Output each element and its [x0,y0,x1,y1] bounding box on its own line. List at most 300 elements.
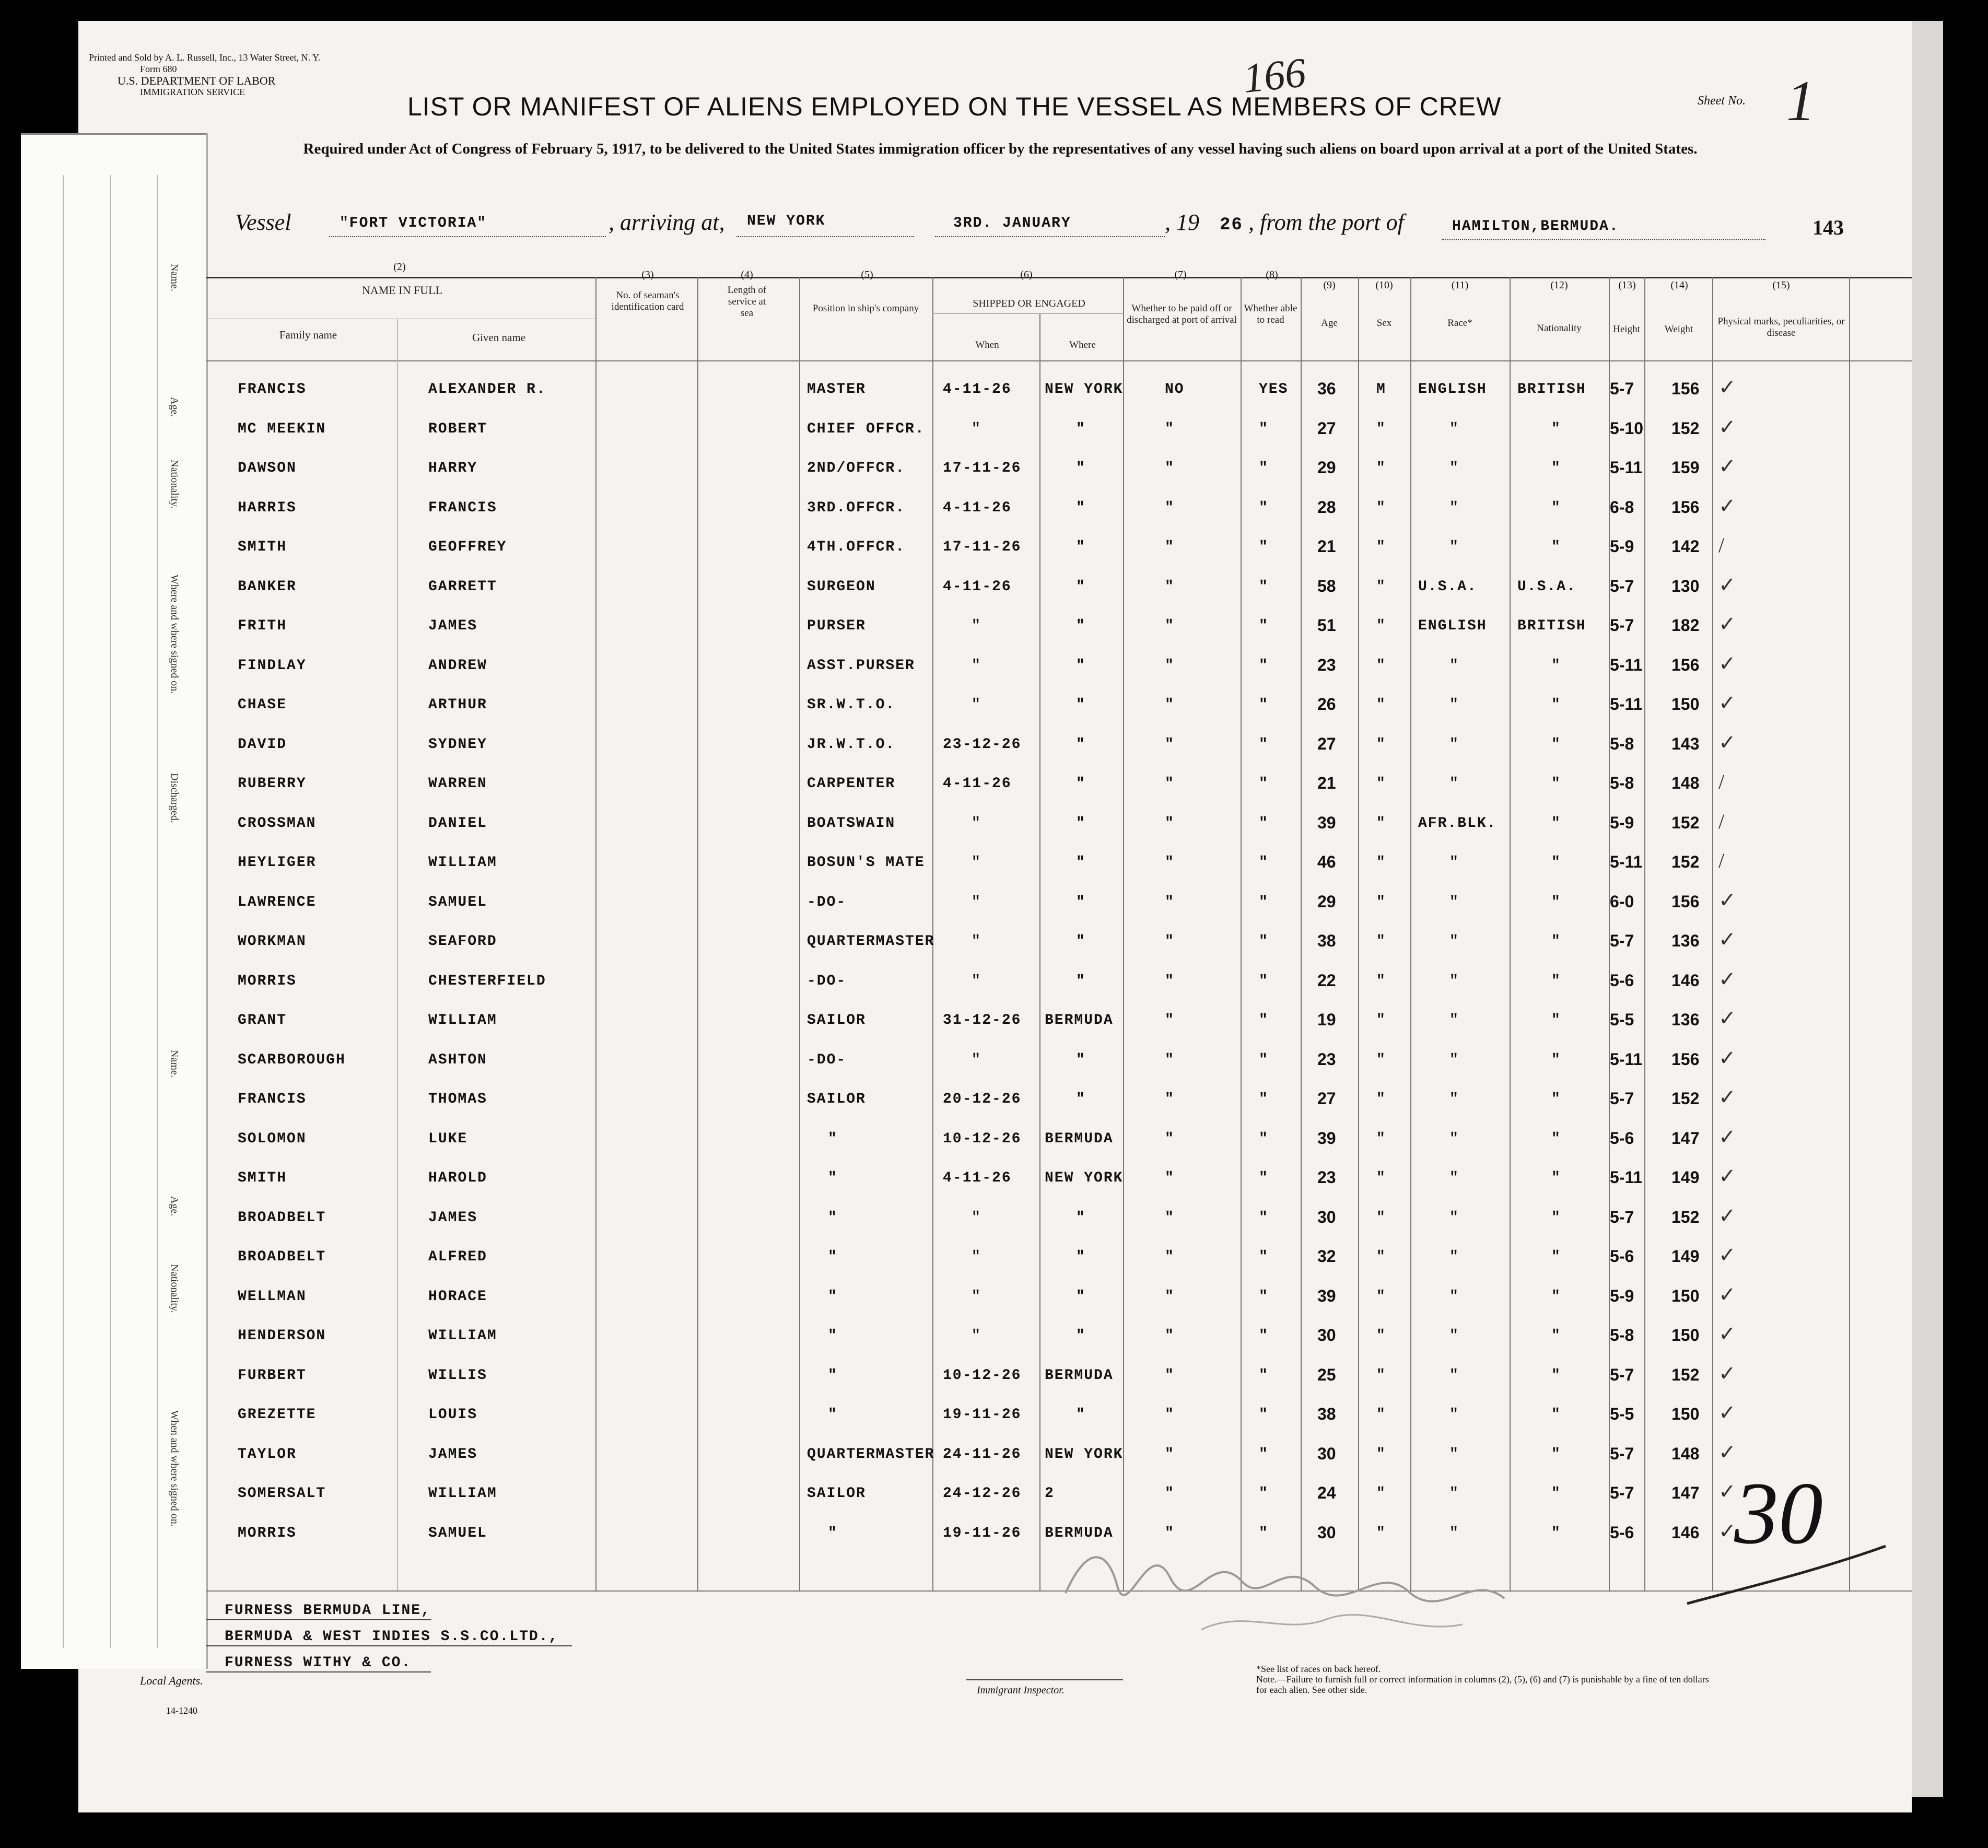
header-age: Age [1321,318,1338,329]
position-cell: SAILOR [807,1012,866,1028]
weight-cell: 152 [1671,1207,1700,1226]
paid-off-cell: " [1165,1407,1175,1423]
family-name-cell: SOMERSALT [238,1486,326,1502]
sex-cell: " [1376,539,1386,555]
given-name-cell: LOUIS [428,1407,478,1423]
family-name-cell: SMITH [238,539,287,555]
race-cell: " [1449,894,1459,910]
age-cell: 30 [1317,1444,1336,1463]
given-name-cell: GARRETT [428,578,497,595]
race-cell: " [1449,855,1459,871]
shipped-where-cell: " [1076,697,1086,713]
able-read-cell: " [1259,1288,1269,1305]
paid-off-cell: " [1165,973,1175,989]
shipped-when-cell: 19-11-26 [943,1525,1022,1541]
weight-cell: 147 [1671,1483,1700,1502]
race-cell: ENGLISH [1418,618,1487,634]
nationality-cell: " [1551,697,1561,713]
race-cell: " [1449,460,1459,476]
nationality-cell: " [1551,855,1561,871]
height-cell: 5-7 [1610,931,1634,950]
from-label: , from the port of [1248,209,1404,235]
race-cell: " [1449,1407,1459,1423]
height-cell: 5-7 [1610,616,1634,635]
weight-cell: 152 [1671,1365,1700,1384]
nationality-cell: " [1551,1288,1561,1305]
race-cell: " [1449,1367,1459,1384]
family-name-cell: HEYLIGER [238,855,317,871]
able-read-cell: " [1259,697,1269,713]
age-cell: 23 [1317,1049,1336,1069]
age-cell: 29 [1317,458,1336,477]
vessel-name: "FORT VICTORIA" [340,215,487,231]
sex-cell: " [1376,578,1386,595]
age-cell: 58 [1317,576,1336,595]
arrival-date: 3RD. JANUARY [953,215,1071,231]
race-cell: " [1449,1446,1459,1463]
weight-cell: 156 [1671,655,1700,674]
position-cell: 2ND/OFFCR. [807,460,906,476]
shipped-where-cell: BERMUDA [1045,1012,1114,1028]
sex-cell: " [1376,1367,1386,1384]
age-cell: 39 [1317,1128,1336,1148]
shipped-where-cell: " [1076,618,1086,634]
physical-mark-tick: ✓ [1718,376,1736,399]
given-name-cell: ANDREW [428,657,487,674]
physical-mark-tick: ✓ [1718,1125,1736,1149]
nationality-cell: " [1551,1486,1561,1502]
able-read-cell: " [1259,1328,1269,1344]
race-cell: " [1449,1051,1459,1068]
race-cell: U.S.A. [1418,578,1477,595]
shipped-where-cell: " [1076,855,1086,871]
family-name-cell: GRANT [238,1012,287,1028]
shipped-when-cell: 4-11-26 [943,776,1012,792]
nationality-cell: " [1551,894,1561,910]
height-cell: 5-7 [1610,576,1634,595]
physical-mark-tick: ✓ [1718,494,1736,518]
given-name-cell: FRANCIS [428,499,497,516]
physical-mark-tick: ✓ [1718,928,1736,951]
sex-cell: " [1376,1249,1386,1265]
family-name-cell: BROADBELT [238,1209,326,1226]
age-cell: 19 [1317,1010,1336,1029]
physical-mark-tick: ✓ [1718,1519,1736,1543]
age-cell: 32 [1317,1247,1336,1266]
height-cell: 5-7 [1610,1444,1634,1463]
race-cell: ENGLISH [1418,381,1487,397]
from-port: HAMILTON,BERMUDA. [1452,218,1619,235]
physical-mark-tick: ✓ [1718,612,1736,636]
position-cell: -DO- [807,894,847,910]
position-cell: -DO- [807,973,847,989]
form-number: Form 680 [140,64,177,74]
paid-off-cell: " [1165,460,1175,476]
family-name-cell: HARRIS [238,499,297,516]
sex-cell: M [1376,381,1386,397]
position-cell: SURGEON [807,578,876,595]
paid-off-cell: " [1165,815,1175,832]
height-cell: 5-6 [1610,1247,1634,1266]
age-cell: 29 [1317,892,1336,911]
paid-off-cell: " [1165,697,1175,713]
given-name-cell: HARRY [428,460,478,476]
shipped-when-cell: " [972,697,981,713]
position-cell: " [828,1209,838,1226]
handwritten-total: 30 [1734,1464,1823,1562]
header-length-service: Length of service at sea [727,285,767,319]
weight-cell: 136 [1671,1010,1700,1029]
sex-cell: " [1376,815,1386,832]
family-name-cell: FRANCIS [238,381,307,397]
height-cell: 5-6 [1610,1523,1634,1542]
sheet-edge [1912,21,1943,1797]
given-name-cell: ASHTON [428,1051,487,1068]
given-name-cell: SAMUEL [428,1525,487,1541]
able-read-cell: " [1259,815,1269,832]
nationality-cell: " [1551,420,1561,437]
position-cell: -DO- [807,1051,847,1068]
paid-off-cell: " [1165,736,1175,753]
race-cell: " [1449,1328,1459,1344]
header-sex: Sex [1376,318,1392,329]
header-physical-marks: Physical marks, peculiarities, or disease [1717,316,1845,338]
paid-off-cell: " [1165,776,1175,792]
header-shipped-engaged: SHIPPED OR ENGAGED [973,298,1085,309]
shipped-where-cell: NEW YORK [1045,1446,1124,1463]
paid-off-cell: " [1165,1130,1175,1147]
nationality-cell: " [1551,1367,1561,1384]
colnum-5: (5) [861,269,873,280]
shipped-where-cell: " [1076,1249,1086,1265]
shipped-when-cell: " [972,420,981,437]
age-cell: 36 [1317,379,1336,398]
sex-cell: " [1376,1209,1386,1226]
vessel-line [225,209,1904,245]
strip-label-nationality: Nationality. [169,460,180,509]
height-cell: 5-9 [1610,537,1634,556]
nationality-cell: " [1551,1130,1561,1147]
given-name-cell: JAMES [428,618,478,634]
physical-mark-tick: / [1718,849,1725,872]
physical-mark-tick: ✓ [1718,651,1736,675]
family-name-cell: GREZETTE [238,1407,317,1423]
position-cell: " [828,1367,838,1384]
shipped-when-cell: 20-12-26 [943,1091,1022,1107]
paid-off-cell: " [1165,1525,1175,1541]
weight-cell: 152 [1671,852,1700,871]
shipped-where-cell: " [1076,933,1086,950]
agent-line-3: FURNESS WITHY & CO. [225,1655,412,1671]
able-read-cell: " [1259,736,1269,753]
arriving-label: , arriving at, [609,209,725,235]
page-subtitle: Required under Act of Congress of February 5, 1917, to be delivered to the United States immigration officer by the representatives of any vessel having such aliens on board upon arrival at a port of the United States. [303,141,1698,157]
height-cell: 5-9 [1610,813,1634,832]
physical-mark-tick: / [1718,770,1725,793]
weight-cell: 150 [1671,1326,1700,1344]
page-title: LIST OR MANIFEST OF ALIENS EMPLOYED ON THE VESSEL AS MEMBERS OF CREW [407,92,1502,121]
position-cell: SAILOR [807,1091,866,1107]
agent-line-1: FURNESS BERMUDA LINE, [225,1603,431,1619]
shipped-where-cell: NEW YORK [1045,381,1124,397]
shipped-where-cell: " [1076,1091,1086,1107]
family-name-cell: FRITH [238,618,287,634]
nationality-cell: " [1551,973,1561,989]
nationality-cell: " [1551,933,1561,950]
sex-cell: " [1376,1051,1386,1068]
family-name-cell: SMITH [238,1170,287,1186]
shipped-where-cell: " [1076,1328,1086,1344]
race-cell: " [1449,1486,1459,1502]
paid-off-cell: " [1165,1249,1175,1265]
shipped-when-cell: 10-12-26 [943,1367,1022,1384]
height-cell: 5-6 [1610,970,1634,990]
shipped-when-cell: 4-11-26 [943,499,1012,516]
height-cell: 5-9 [1610,1286,1634,1305]
age-cell: 22 [1317,970,1336,990]
able-read-cell: " [1259,1130,1269,1147]
race-cell: " [1449,1012,1459,1028]
family-name-cell: HENDERSON [238,1328,326,1344]
race-cell: " [1449,697,1459,713]
sex-cell: " [1376,1525,1386,1541]
sex-cell: " [1376,460,1386,476]
family-name-cell: DAWSON [238,460,297,476]
race-cell: " [1449,1288,1459,1305]
sex-cell: " [1376,973,1386,989]
able-read-cell: " [1259,1407,1269,1423]
sex-cell: " [1376,894,1386,910]
sheet-label: Sheet No. [1698,94,1746,108]
header-height: Height [1613,324,1640,335]
age-cell: 21 [1317,537,1336,556]
race-cell: " [1449,1130,1459,1147]
sex-cell: " [1376,420,1386,437]
position-cell: " [828,1249,838,1265]
able-read-cell: " [1259,539,1269,555]
family-name-cell: DAVID [238,736,287,753]
age-cell: 39 [1317,813,1336,832]
physical-mark-tick: ✓ [1718,1046,1736,1070]
able-read-cell: " [1259,1249,1269,1265]
shipped-where-cell: " [1076,460,1086,476]
able-read-cell: YES [1259,381,1289,397]
family-name-cell: MORRIS [238,973,297,989]
shipped-where-cell: " [1076,578,1086,595]
position-cell: BOATSWAIN [807,815,896,832]
paid-off-cell: " [1165,1170,1175,1186]
header-where: Where [1069,340,1096,350]
sex-cell: " [1376,1486,1386,1502]
given-name-cell: ARTHUR [428,697,487,713]
sheet-number: 1 [1786,69,1815,133]
given-name-cell: JAMES [428,1209,478,1226]
sex-cell: " [1376,1446,1386,1463]
physical-mark-tick: ✓ [1718,1401,1736,1424]
position-cell: " [828,1407,838,1423]
physical-mark-tick: ✓ [1718,572,1736,596]
sex-cell: " [1376,855,1386,871]
height-cell: 5-6 [1610,1128,1634,1148]
header-able-read: Whether able to read [1244,303,1297,325]
physical-mark-tick: ✓ [1718,454,1736,478]
nationality-cell: BRITISH [1517,381,1586,397]
family-name-cell: SCARBOROUGH [238,1051,346,1068]
position-cell: BOSUN'S MATE [807,855,925,871]
colnum-12: (12) [1550,279,1568,291]
able-read-cell: " [1259,933,1269,950]
weight-cell: 156 [1671,1049,1700,1069]
position-cell: " [828,1288,838,1305]
sex-cell: " [1376,1170,1386,1186]
shipped-when-cell: " [972,1249,981,1265]
sex-cell: " [1376,697,1386,713]
nationality-cell: " [1551,815,1561,832]
form-code: 14-1240 [166,1705,197,1716]
header-race: Race* [1447,318,1472,329]
colnum-2: (2) [393,261,406,273]
position-cell: 4TH.OFFCR. [807,539,906,555]
paid-off-cell: " [1165,1367,1175,1384]
sex-cell: " [1376,736,1386,753]
able-read-cell: " [1259,618,1269,634]
able-read-cell: " [1259,1525,1269,1541]
age-cell: 30 [1317,1207,1336,1226]
physical-mark-tick: ✓ [1718,1480,1736,1503]
colnum-8: (8) [1266,269,1278,280]
weight-cell: 150 [1671,1286,1700,1305]
paid-off-cell: " [1165,1486,1175,1502]
shipped-where-cell: " [1076,1407,1086,1423]
physical-mark-tick: ✓ [1718,1361,1736,1385]
printer-line: Printed and Sold by A. L. Russell, Inc., 13 Water Street, N. Y. [89,52,321,63]
colnum-13: (13) [1618,279,1636,291]
race-cell: " [1449,657,1459,674]
weight-cell: 156 [1671,497,1700,517]
weight-cell: 147 [1671,1128,1700,1148]
sex-cell: " [1376,657,1386,674]
shipped-when-cell: " [972,1288,981,1305]
strip-label-discharged: Discharged. [169,773,180,823]
nationality-cell: " [1551,1209,1561,1226]
shipped-where-cell: " [1076,1209,1086,1226]
race-cell: " [1449,1209,1459,1226]
race-cell: " [1449,776,1459,792]
height-cell: 5-11 [1610,695,1643,714]
strip-label-nationality-2: Nationality. [169,1264,180,1313]
position-cell: PURSER [807,618,866,634]
physical-mark-tick: ✓ [1718,1282,1736,1306]
nationality-cell: " [1551,460,1561,476]
position-cell: ASST.PURSER [807,657,915,674]
family-name-cell: LAWRENCE [238,894,317,910]
shipped-when-cell: 17-11-26 [943,539,1022,555]
position-cell: " [828,1130,838,1147]
shipped-when-cell: 24-12-26 [943,1486,1022,1502]
physical-mark-tick: ✓ [1718,967,1736,991]
height-cell: 5-7 [1610,1365,1634,1384]
race-cell: " [1449,539,1459,555]
weight-cell: 148 [1671,774,1700,792]
age-cell: 25 [1317,1365,1336,1384]
height-cell: 6-0 [1610,892,1634,911]
paid-off-cell: " [1165,499,1175,516]
height-cell: 5-5 [1610,1010,1634,1029]
able-read-cell: " [1259,973,1269,989]
shipped-where-cell: " [1076,420,1086,437]
age-cell: 38 [1317,1405,1336,1423]
weight-cell: 150 [1671,1405,1700,1423]
paid-off-cell: " [1165,1446,1175,1463]
shipped-where-cell: BERMUDA [1045,1130,1114,1147]
note-races: *See list of races on back hereof. [1256,1664,1381,1674]
height-cell: 6-8 [1610,497,1634,517]
strip-label-age: Age. [169,397,180,417]
height-cell: 5-8 [1610,1326,1634,1344]
header-position: Position in ship's company [812,303,919,314]
physical-mark-tick: ✓ [1718,1243,1736,1267]
shipped-where-cell: BERMUDA [1045,1367,1114,1384]
age-cell: 27 [1317,734,1336,753]
header-weight: Weight [1664,324,1693,335]
paid-off-cell: " [1165,855,1175,871]
height-cell: 5-7 [1610,1207,1634,1226]
age-cell: 27 [1317,418,1336,438]
weight-cell: 182 [1671,616,1700,635]
sex-cell: " [1376,933,1386,950]
shipped-when-cell: 31-12-26 [943,1012,1022,1028]
paid-off-cell: " [1165,1209,1175,1226]
given-name-cell: ALEXANDER R. [428,381,546,397]
shipped-when-cell: 19-11-26 [943,1407,1022,1423]
shipped-where-cell: " [1076,499,1086,516]
shipped-when-cell: 24-11-26 [943,1446,1022,1463]
given-name-cell: SAMUEL [428,894,487,910]
nationality-cell: " [1551,1328,1561,1344]
colnum-7: (7) [1174,269,1187,280]
height-cell: 5-7 [1610,379,1634,398]
age-cell: 46 [1317,852,1336,871]
physical-mark-tick: ✓ [1718,1322,1736,1346]
header-family-name: Family name [279,329,337,341]
height-cell: 5-11 [1610,852,1643,871]
shipped-where-cell: BERMUDA [1045,1525,1114,1541]
able-read-cell: " [1259,894,1269,910]
given-name-cell: GEOFFREY [428,539,507,555]
position-cell: " [828,1170,838,1186]
shipped-when-cell: " [972,657,981,674]
shipped-when-cell: " [972,894,981,910]
position-cell: QUARTERMASTER [807,933,935,950]
nationality-cell: " [1551,539,1561,555]
colnum-14: (14) [1670,279,1688,291]
given-name-cell: WILLIAM [428,1486,497,1502]
race-cell: AFR.BLK. [1418,815,1497,832]
weight-cell: 152 [1671,813,1700,832]
service-name: IMMIGRATION SERVICE [140,87,245,97]
paid-off-cell: " [1165,894,1175,910]
given-name-cell: WILLIAM [428,1012,497,1028]
shipped-when-cell: 17-11-26 [943,460,1022,476]
colnum-10: (10) [1375,279,1393,291]
nationality-cell: " [1551,1170,1561,1186]
nationality-cell: " [1551,736,1561,753]
shipped-where-cell: " [1076,815,1086,832]
given-name-cell: JAMES [428,1446,478,1463]
colnum-11: (11) [1451,279,1469,291]
given-name-cell: DANIEL [428,815,487,832]
colnum-9: (9) [1323,279,1336,291]
